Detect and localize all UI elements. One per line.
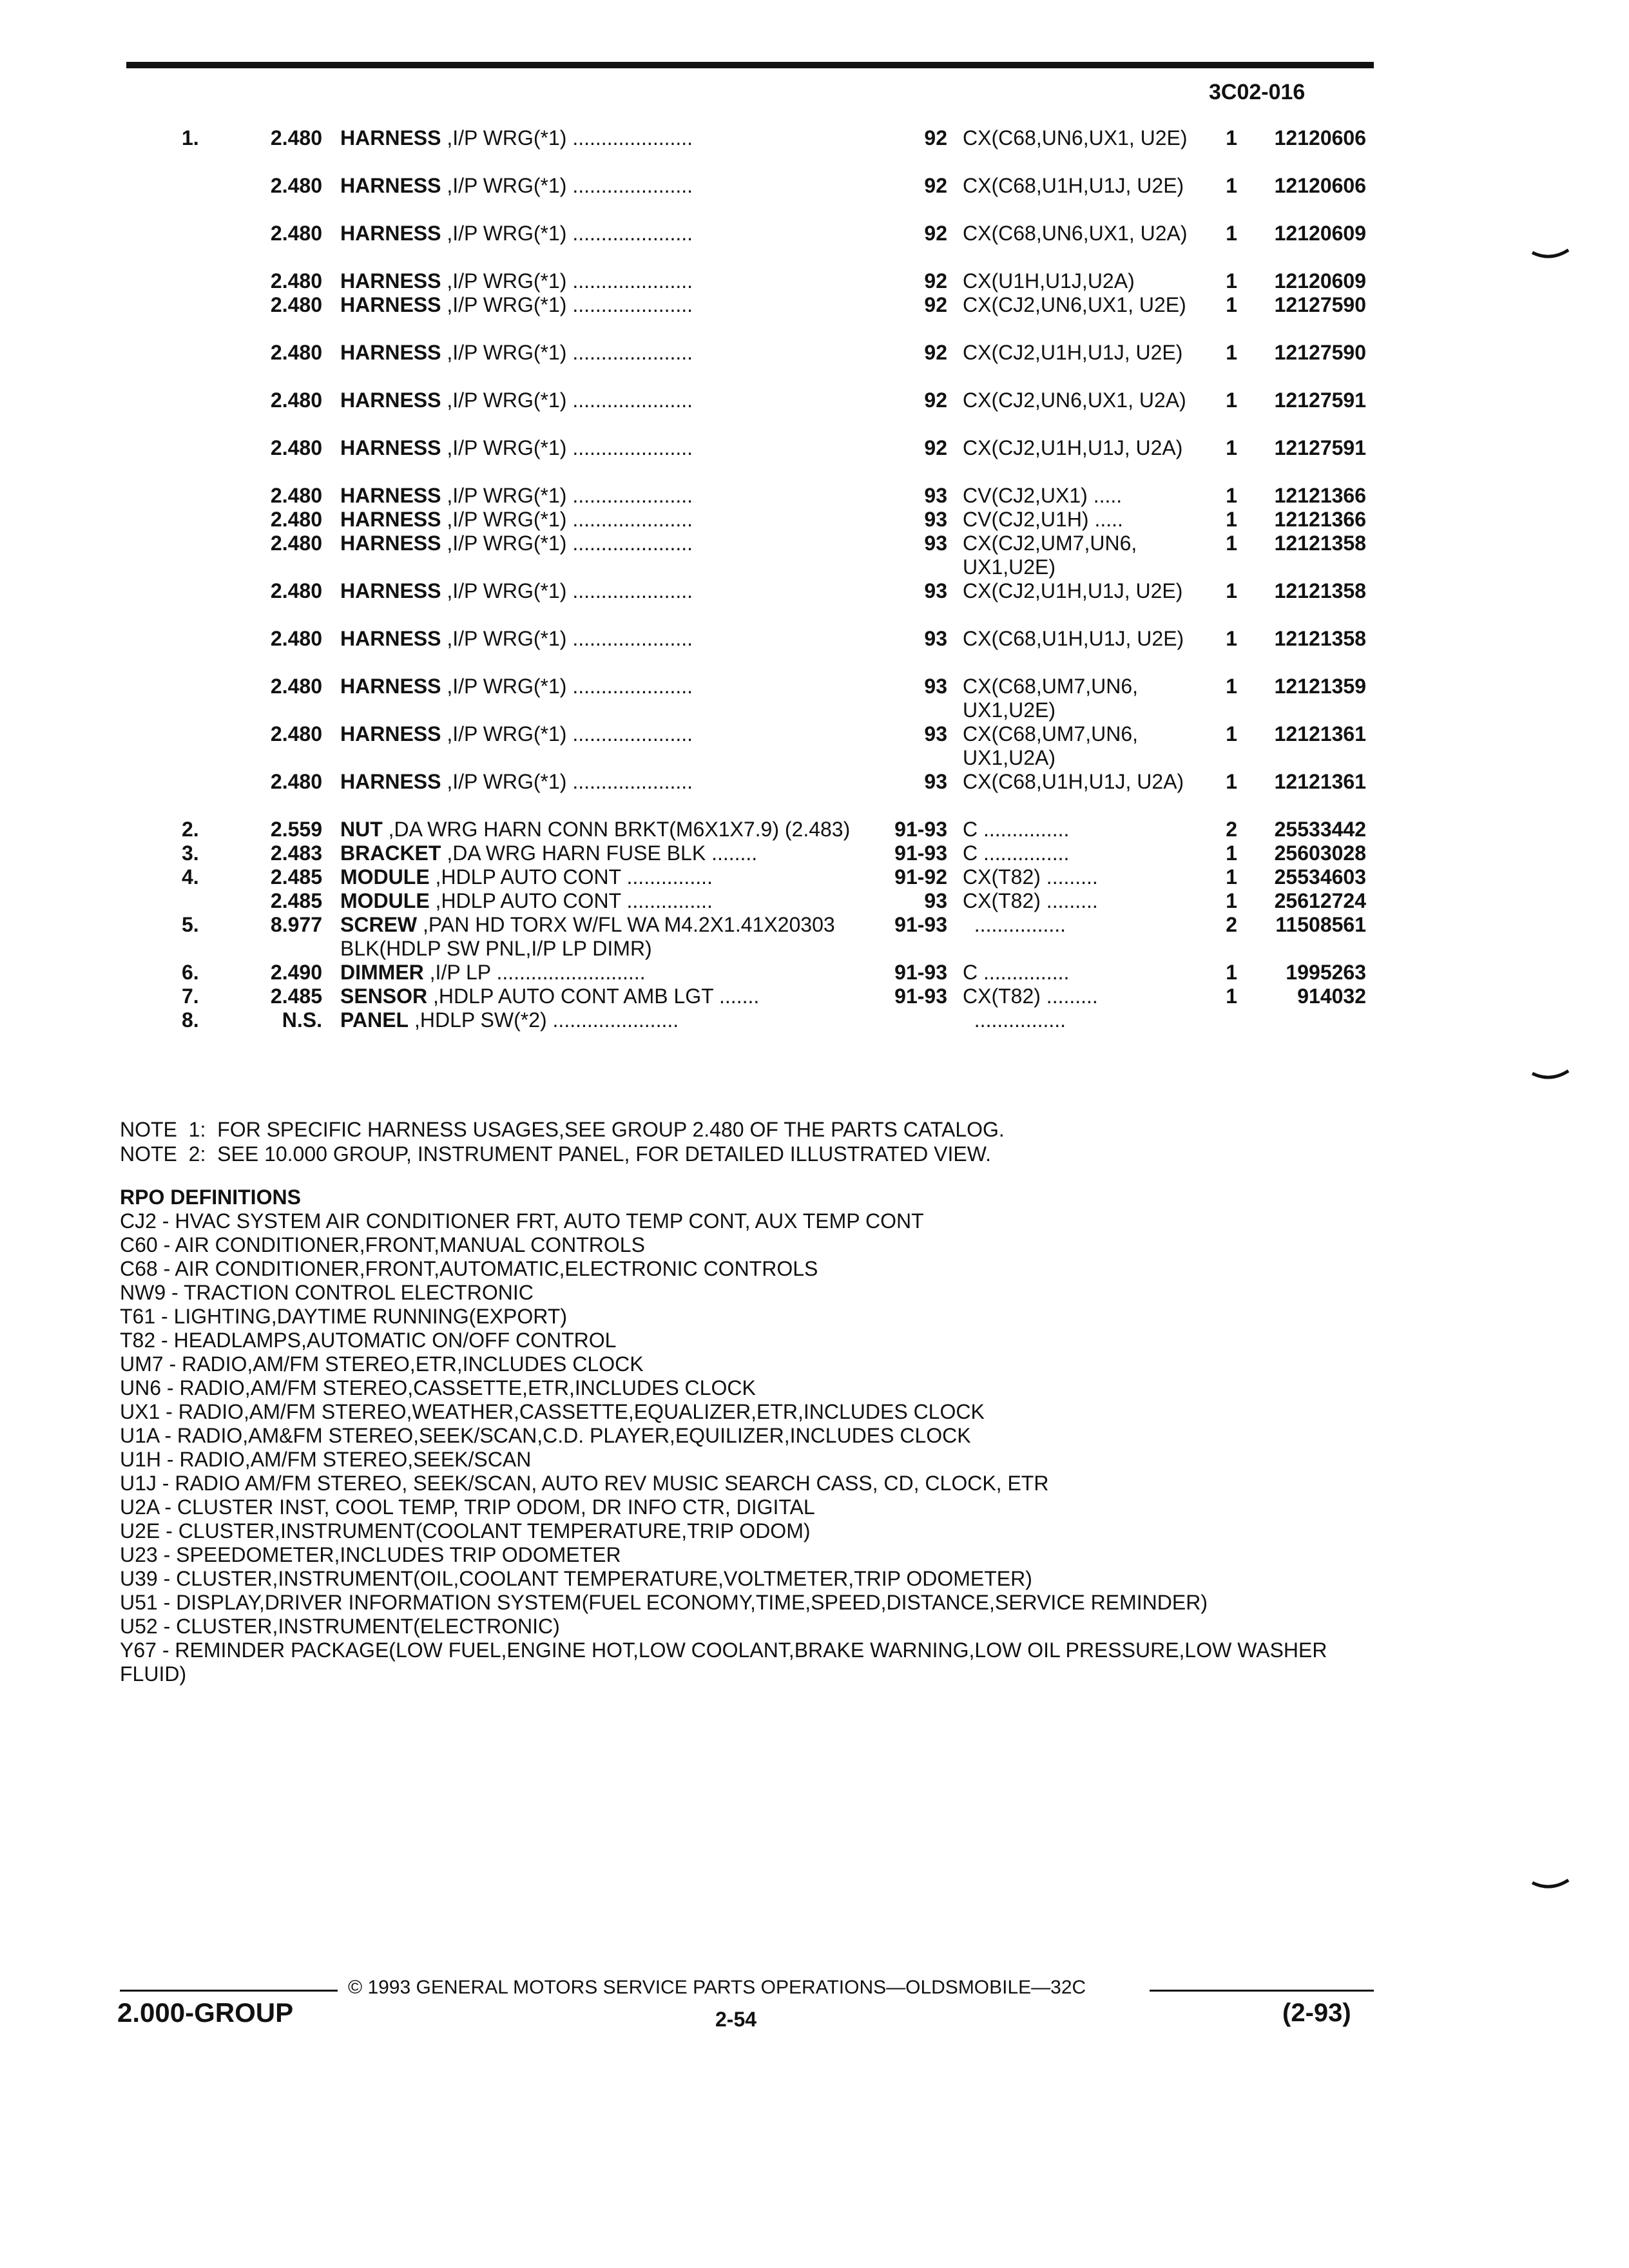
- model-years: 93: [924, 889, 947, 912]
- part-detail: ,DA WRG HARN CONN BRKT(M6X1X7.9) (2.483): [382, 818, 851, 841]
- part-description: [340, 675, 862, 698]
- part-number: 12121359: [1274, 675, 1366, 698]
- quantity: 1: [1226, 269, 1237, 293]
- note-2: NOTE 2: SEE 10.000 GROUP, INSTRUMENT PANEL, FOR DETAILED ILLUSTRATED VIEW.: [120, 1142, 992, 1166]
- usage-codes: CX(C68,UN6,UX1, U2A): [963, 222, 1188, 245]
- part-description: [340, 436, 862, 460]
- rpo-item: NW9 - TRACTION CONTROL ELECTRONIC: [120, 1281, 534, 1304]
- part-detail: ,I/P WRG(*1): [441, 436, 567, 459]
- group-number: 2.480: [270, 722, 322, 745]
- group-number: 2.480: [270, 508, 322, 531]
- part-description: [340, 389, 862, 412]
- part-name: HARNESS: [340, 341, 441, 364]
- quantity: 1: [1226, 722, 1237, 745]
- dot-leader: .....................: [566, 675, 693, 698]
- rpo-item: U2A - CLUSTER INST, COOL TEMP, TRIP ODOM, DR INFO CTR, DIGITAL: [120, 1495, 815, 1519]
- part-number: 1995263: [1286, 961, 1366, 984]
- rpo-item: T82 - HEADLAMPS,AUTOMATIC ON/OFF CONTROL: [120, 1329, 617, 1352]
- part-detail: ,I/P WRG(*1): [441, 675, 567, 698]
- group-number: 2.485: [270, 865, 322, 889]
- group-number: 2.480: [270, 126, 322, 149]
- group-number: 2.480: [270, 675, 322, 698]
- parts-row: [0, 508, 1629, 532]
- part-description: [340, 722, 862, 746]
- part-name: HARNESS: [340, 484, 441, 507]
- part-detail: ,I/P LP ..........................: [423, 961, 646, 984]
- page-number: 2-54: [715, 2008, 757, 2031]
- part-name: NUT: [340, 818, 383, 841]
- part-name: HARNESS: [340, 174, 441, 197]
- rpo-list: [120, 1209, 1383, 1686]
- parts-row: [0, 675, 1629, 722]
- part-detail: ,HDLP AUTO CONT ...............: [429, 889, 713, 912]
- dot-leader: .....................: [566, 532, 693, 555]
- item-number: 8.: [182, 1008, 199, 1032]
- model-years: 92: [924, 222, 947, 245]
- dot-leader: .....................: [566, 722, 693, 745]
- usage-codes: CX(CJ2,UN6,UX1, U2A): [963, 389, 1186, 412]
- usage-codes: CX(CJ2,UM7,UN6, UX1,U2E): [963, 532, 1143, 579]
- parts-row: [0, 293, 1629, 341]
- quantity: 1: [1226, 770, 1237, 793]
- rpo-item: U51 - DISPLAY,DRIVER INFORMATION SYSTEM(FUEL ECONOMY,TIME,SPEED,DISTANCE,SERVICE REMINDER): [120, 1591, 1208, 1614]
- part-detail: ,I/P WRG(*1): [441, 293, 567, 316]
- part-detail: ,I/P WRG(*1): [441, 389, 567, 412]
- quantity: 1: [1226, 436, 1237, 459]
- part-number: 12120606: [1274, 126, 1366, 149]
- part-detail: ,PAN HD TORX W/FL WA M4.2X1.41X20303 BLK(HDLP SW PNL,I/P LP DIMR): [340, 913, 841, 960]
- item-number: 6.: [182, 961, 199, 984]
- part-description: [340, 889, 862, 913]
- group-number: 2.480: [270, 269, 322, 293]
- model-years: 92: [924, 174, 947, 197]
- dot-leader: .....................: [566, 222, 693, 245]
- rpo-item: UX1 - RADIO,AM/FM STEREO,WEATHER,CASSETTE,EQUALIZER,ETR,INCLUDES CLOCK: [120, 1400, 985, 1423]
- parts-row: [0, 913, 1629, 961]
- dot-leader: .....................: [566, 269, 693, 293]
- usage-codes: CX(CJ2,U1H,U1J, U2A): [963, 436, 1183, 459]
- model-years: 93: [924, 722, 947, 745]
- part-number: 12120609: [1274, 222, 1366, 245]
- part-name: HARNESS: [340, 579, 441, 602]
- rpo-item: C68 - AIR CONDITIONER,FRONT,AUTOMATIC,ELECTRONIC CONTROLS: [120, 1257, 818, 1280]
- model-years: 93: [924, 484, 947, 507]
- part-description: [340, 913, 862, 961]
- part-description: [340, 174, 862, 198]
- parts-row: [0, 889, 1629, 913]
- part-name: HARNESS: [340, 627, 441, 650]
- parts-row: [0, 1008, 1629, 1032]
- part-description: [340, 1008, 862, 1032]
- quantity: 1: [1226, 293, 1237, 316]
- parts-row: [0, 579, 1629, 627]
- part-detail: ,I/P WRG(*1): [441, 341, 567, 364]
- part-detail: ,I/P WRG(*1): [441, 722, 567, 745]
- parts-row: [0, 269, 1629, 293]
- part-number: 25612724: [1274, 889, 1366, 912]
- rpo-title: RPO DEFINITIONS: [120, 1186, 301, 1209]
- part-number: 12121358: [1274, 579, 1366, 602]
- group-label: 2.000-GROUP: [117, 1997, 294, 2028]
- quantity: 1: [1226, 389, 1237, 412]
- rpo-definitions: [120, 1186, 1383, 1686]
- model-years: 91-93: [894, 913, 947, 936]
- rpo-item: CJ2 - HVAC SYSTEM AIR CONDITIONER FRT, AUTO TEMP CONT, AUX TEMP CONT: [120, 1209, 924, 1233]
- part-description: [340, 126, 862, 150]
- copyright: © 1993 GENERAL MOTORS SERVICE PARTS OPERATIONS—OLDSMOBILE—32C: [348, 1977, 1086, 1998]
- part-description: [340, 627, 862, 651]
- part-number: 12120606: [1274, 174, 1366, 197]
- part-number: 11508561: [1275, 913, 1366, 936]
- quantity: 2: [1226, 818, 1237, 841]
- group-number: 2.480: [270, 770, 322, 793]
- model-years: 92: [924, 341, 947, 364]
- part-number: 12127590: [1274, 341, 1366, 364]
- part-description: [340, 579, 862, 603]
- part-name: HARNESS: [340, 436, 441, 459]
- model-years: 92: [924, 389, 947, 412]
- parts-row: [0, 961, 1629, 985]
- quantity: 1: [1226, 222, 1237, 245]
- parts-row: [0, 841, 1629, 865]
- model-years: 92: [924, 126, 947, 149]
- part-description: [340, 841, 862, 865]
- rpo-item: T61 - LIGHTING,DAYTIME RUNNING(EXPORT): [120, 1305, 567, 1328]
- part-name: HARNESS: [340, 675, 441, 698]
- usage-codes: CV(CJ2,U1H) .....: [963, 508, 1123, 531]
- model-years: 91-92: [894, 865, 947, 889]
- part-number: 25534603: [1274, 865, 1366, 889]
- part-description: [340, 508, 862, 532]
- binder-mark-icon: [1531, 249, 1570, 263]
- usage-codes: CX(C68,UM7,UN6, UX1,U2E): [963, 675, 1144, 722]
- part-number: 914032: [1297, 985, 1366, 1008]
- part-detail: ,I/P WRG(*1): [441, 627, 567, 650]
- group-number: N.S.: [282, 1008, 322, 1032]
- usage-codes: CX(C68,U1H,U1J, U2E): [963, 174, 1184, 197]
- part-name: MODULE: [340, 889, 430, 912]
- model-years: 93: [924, 770, 947, 793]
- dot-leader: .....................: [566, 627, 693, 650]
- part-description: [340, 770, 862, 794]
- part-name: HARNESS: [340, 222, 441, 245]
- group-number: 2.559: [270, 818, 322, 841]
- quantity: 1: [1226, 508, 1237, 531]
- part-name: HARNESS: [340, 508, 441, 531]
- group-number: 2.483: [270, 841, 322, 865]
- part-detail: ,I/P WRG(*1): [441, 484, 567, 507]
- part-detail: ,DA WRG HARN FUSE BLK ........: [441, 841, 758, 865]
- parts-row: [0, 627, 1629, 675]
- model-years: 91-93: [894, 985, 947, 1008]
- quantity: 1: [1226, 889, 1237, 912]
- part-detail: ,I/P WRG(*1): [441, 126, 567, 149]
- group-number: 2.480: [270, 174, 322, 197]
- item-number: 4.: [182, 865, 199, 889]
- parts-row: [0, 126, 1629, 174]
- binder-mark-icon: [1531, 1879, 1570, 1893]
- usage-codes: ................: [963, 913, 1066, 936]
- binder-mark-icon: [1531, 1070, 1570, 1084]
- item-number: 7.: [182, 985, 199, 1008]
- group-number: 8.977: [270, 913, 322, 936]
- part-detail: ,I/P WRG(*1): [441, 174, 567, 197]
- notes: [120, 1117, 1005, 1166]
- part-name: MODULE: [340, 865, 430, 889]
- part-name: HARNESS: [340, 389, 441, 412]
- parts-row: [0, 174, 1629, 222]
- quantity: 1: [1226, 961, 1237, 984]
- group-number: 2.480: [270, 579, 322, 602]
- model-years: 93: [924, 579, 947, 602]
- quantity: 1: [1226, 341, 1237, 364]
- usage-codes: C ...............: [963, 818, 1070, 841]
- part-number: 12121366: [1274, 508, 1366, 531]
- usage-codes: CX(CJ2,UN6,UX1, U2E): [963, 293, 1186, 316]
- model-years: 93: [924, 508, 947, 531]
- parts-row: [0, 985, 1629, 1008]
- part-description: [340, 818, 862, 841]
- rpo-item: UM7 - RADIO,AM/FM STEREO,ETR,INCLUDES CLOCK: [120, 1352, 644, 1376]
- part-number: 25603028: [1274, 841, 1366, 865]
- part-name: HARNESS: [340, 269, 441, 293]
- dot-leader: .....................: [566, 174, 693, 197]
- quantity: 1: [1226, 484, 1237, 507]
- part-name: SCREW: [340, 913, 418, 936]
- part-name: HARNESS: [340, 293, 441, 316]
- model-years: 91-93: [894, 841, 947, 865]
- rpo-item: U1H - RADIO,AM/FM STEREO,SEEK/SCAN: [120, 1448, 532, 1471]
- part-description: [340, 341, 862, 365]
- part-name: SENSOR: [340, 985, 428, 1008]
- rpo-item: UN6 - RADIO,AM/FM STEREO,CASSETTE,ETR,INCLUDES CLOCK: [120, 1376, 756, 1399]
- quantity: 2: [1226, 913, 1237, 936]
- part-name: PANEL: [340, 1008, 409, 1032]
- rpo-item: U1A - RADIO,AM&FM STEREO,SEEK/SCAN,C.D. PLAYER,EQUILIZER,INCLUDES CLOCK: [120, 1424, 971, 1447]
- usage-codes: CX(U1H,U1J,U2A): [963, 269, 1135, 293]
- part-detail: ,I/P WRG(*1): [441, 508, 567, 531]
- part-name: HARNESS: [340, 722, 441, 745]
- top-rule: [126, 62, 1374, 68]
- item-number: 5.: [182, 913, 199, 936]
- part-description: [340, 484, 862, 508]
- usage-codes: CX(C68,UN6,UX1, U2E): [963, 126, 1188, 149]
- part-detail: ,HDLP AUTO CONT ...............: [429, 865, 713, 889]
- part-number: 12127591: [1274, 436, 1366, 459]
- rpo-item: U2E - CLUSTER,INSTRUMENT(COOLANT TEMPERATURE,TRIP ODOM): [120, 1519, 811, 1542]
- rpo-item: U52 - CLUSTER,INSTRUMENT(ELECTRONIC): [120, 1615, 560, 1638]
- parts-row: [0, 341, 1629, 389]
- part-name: HARNESS: [340, 532, 441, 555]
- parts-row: [0, 770, 1629, 818]
- dot-leader: .....................: [566, 484, 693, 507]
- dot-leader: .....................: [566, 389, 693, 412]
- rpo-item: U39 - CLUSTER,INSTRUMENT(OIL,COOLANT TEMPERATURE,VOLTMETER,TRIP ODOMETER): [120, 1567, 1032, 1590]
- part-name: HARNESS: [340, 770, 441, 793]
- quantity: 1: [1226, 985, 1237, 1008]
- part-detail: ,I/P WRG(*1): [441, 770, 567, 793]
- dot-leader: .....................: [566, 126, 693, 149]
- part-description: [340, 269, 862, 293]
- item-number: 2.: [182, 818, 199, 841]
- usage-codes: CX(C68,U1H,U1J, U2E): [963, 627, 1184, 650]
- parts-row: [0, 865, 1629, 889]
- dot-leader: .....................: [566, 579, 693, 602]
- part-number: 12121358: [1274, 532, 1366, 555]
- dot-leader: .....................: [566, 293, 693, 316]
- group-number: 2.490: [270, 961, 322, 984]
- model-years: 92: [924, 293, 947, 316]
- part-number: 25533442: [1274, 818, 1366, 841]
- item-number: 1.: [182, 126, 199, 149]
- footer-rule-right: [1150, 1990, 1374, 1992]
- group-number: 2.480: [270, 532, 322, 555]
- quantity: 1: [1226, 174, 1237, 197]
- dot-leader: .....................: [566, 436, 693, 459]
- model-years: 91-93: [894, 818, 947, 841]
- group-number: 2.480: [270, 293, 322, 316]
- model-years: 92: [924, 436, 947, 459]
- part-number: 12121361: [1274, 770, 1366, 793]
- model-years: 93: [924, 675, 947, 698]
- model-years: 91-93: [894, 961, 947, 984]
- parts-row: [0, 532, 1629, 579]
- usage-codes: CX(CJ2,U1H,U1J, U2E): [963, 341, 1183, 364]
- group-number: 2.480: [270, 222, 322, 245]
- part-name: HARNESS: [340, 126, 441, 149]
- model-years: 93: [924, 627, 947, 650]
- usage-codes: CX(C68,U1H,U1J, U2A): [963, 770, 1184, 793]
- model-years: 92: [924, 269, 947, 293]
- group-number: 2.485: [270, 985, 322, 1008]
- quantity: 1: [1226, 627, 1237, 650]
- part-detail: ,I/P WRG(*1): [441, 222, 567, 245]
- part-description: [340, 865, 862, 889]
- part-number: 12121361: [1274, 722, 1366, 745]
- rpo-item: C60 - AIR CONDITIONER,FRONT,MANUAL CONTROLS: [120, 1233, 645, 1256]
- part-detail: ,I/P WRG(*1): [441, 532, 567, 555]
- group-number: 2.480: [270, 389, 322, 412]
- group-number: 2.480: [270, 436, 322, 459]
- parts-row: [0, 436, 1629, 484]
- rpo-item: Y67 - REMINDER PACKAGE(LOW FUEL,ENGINE HOT,LOW COOLANT,BRAKE WARNING,LOW OIL PRESSURE,LOW WASHER FLUID): [120, 1639, 1333, 1686]
- revision-date: (2-93): [1282, 1999, 1351, 2027]
- dot-leader: .....................: [566, 770, 693, 793]
- dot-leader: .....................: [566, 508, 693, 531]
- part-detail: ,HDLP SW(*2) ......................: [409, 1008, 679, 1032]
- part-description: [340, 293, 862, 317]
- part-number: 12127590: [1274, 293, 1366, 316]
- part-detail: ,I/P WRG(*1): [441, 269, 567, 293]
- usage-codes: CX(C68,UM7,UN6, UX1,U2A): [963, 722, 1144, 769]
- quantity: 1: [1226, 579, 1237, 602]
- model-years: 93: [924, 532, 947, 555]
- group-number: 2.485: [270, 889, 322, 912]
- part-detail: ,HDLP AUTO CONT AMB LGT .......: [427, 985, 760, 1008]
- group-number: 2.480: [270, 341, 322, 364]
- usage-codes: C ...............: [963, 961, 1070, 984]
- page-code: 3C02-016: [1209, 80, 1306, 104]
- item-number: 3.: [182, 841, 199, 865]
- quantity: 1: [1226, 865, 1237, 889]
- part-description: [340, 985, 862, 1008]
- parts-row: [0, 222, 1629, 269]
- part-name: BRACKET: [340, 841, 441, 865]
- quantity: 1: [1226, 126, 1237, 149]
- quantity: 1: [1226, 532, 1237, 555]
- quantity: 1: [1226, 841, 1237, 865]
- part-number: 12127591: [1274, 389, 1366, 412]
- parts-row: [0, 818, 1629, 841]
- group-number: 2.480: [270, 627, 322, 650]
- part-name: DIMMER: [340, 961, 424, 984]
- parts-row: [0, 722, 1629, 770]
- usage-codes: CV(CJ2,UX1) .....: [963, 484, 1123, 507]
- footer-rule-left: [120, 1990, 338, 1992]
- group-number: 2.480: [270, 484, 322, 507]
- note-1: NOTE 1: FOR SPECIFIC HARNESS USAGES,SEE GROUP 2.480 OF THE PARTS CATALOG.: [120, 1118, 1005, 1141]
- parts-row: [0, 389, 1629, 436]
- usage-codes: C ...............: [963, 841, 1070, 865]
- rpo-item: U23 - SPEEDOMETER,INCLUDES TRIP ODOMETER: [120, 1543, 621, 1566]
- usage-codes: CX(T82) .........: [963, 985, 1098, 1008]
- usage-codes: CX(T82) .........: [963, 889, 1098, 912]
- dot-leader: .....................: [566, 341, 693, 364]
- part-number: 12120609: [1274, 269, 1366, 293]
- part-description: [340, 222, 862, 245]
- usage-codes: CX(T82) .........: [963, 865, 1098, 889]
- quantity: 1: [1226, 675, 1237, 698]
- part-description: [340, 961, 862, 985]
- part-number: 12121366: [1274, 484, 1366, 507]
- part-number: 12121358: [1274, 627, 1366, 650]
- parts-row: [0, 484, 1629, 508]
- part-description: [340, 532, 862, 555]
- part-detail: ,I/P WRG(*1): [441, 579, 567, 602]
- usage-codes: CX(CJ2,U1H,U1J, U2E): [963, 579, 1183, 602]
- rpo-item: U1J - RADIO AM/FM STEREO, SEEK/SCAN, AUTO REV MUSIC SEARCH CASS, CD, CLOCK, ETR: [120, 1472, 1049, 1495]
- usage-codes: ................: [963, 1008, 1066, 1032]
